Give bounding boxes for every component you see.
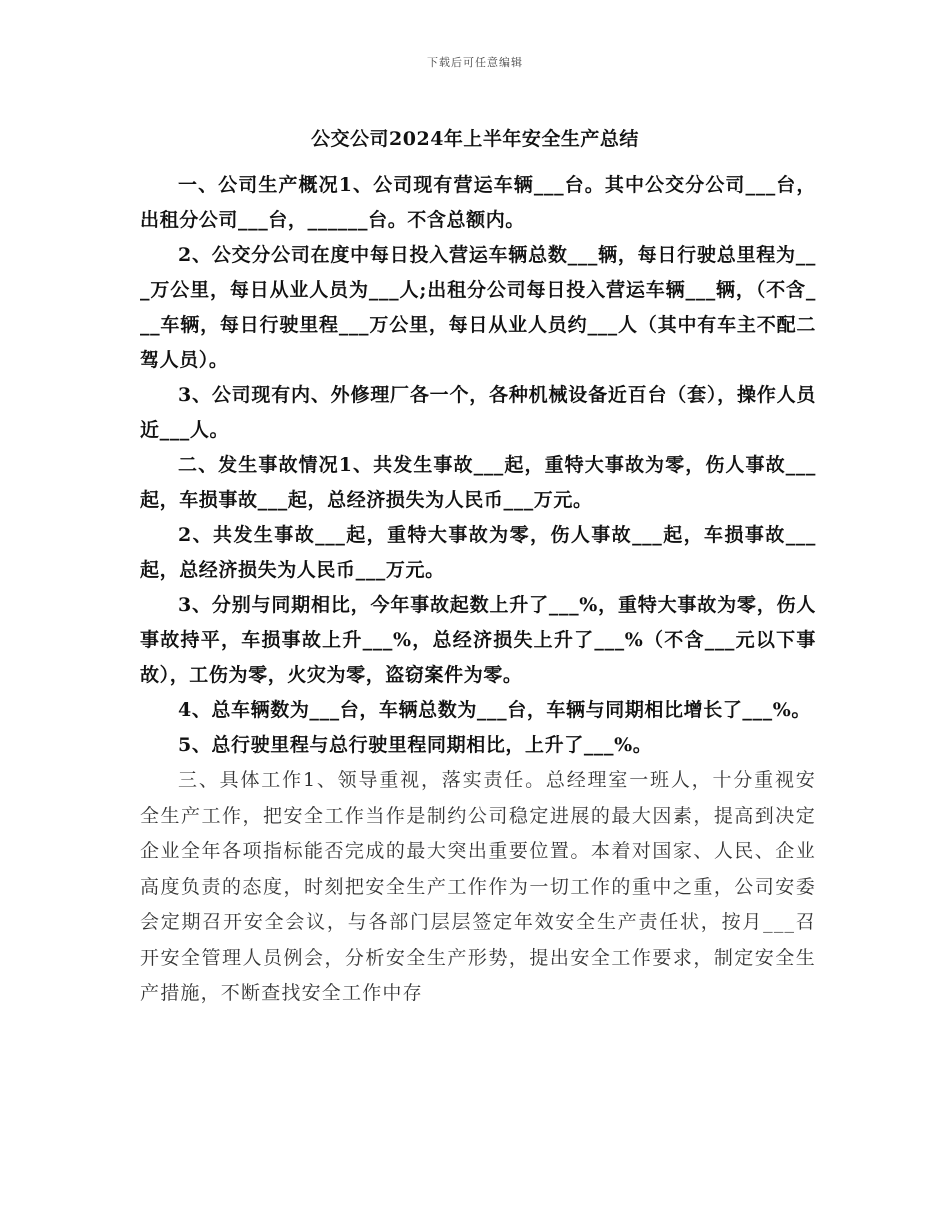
paragraph-accident-overview: 二、发生事故情况1、共发生事故___起，重特大事故为零，伤人事故___起，车损事故___起，总经济损失为人民币___万元。 [140, 454, 816, 511]
document-body [140, 168, 816, 1012]
paragraph-repair-shops: 3、公司现有内、外修理厂各一个，各种机械设备近百台（套），操作人员近___人。 [140, 384, 816, 441]
paragraph-vehicle-total: 4、总车辆数为___台，车辆总数为___台，车辆与同期相比增长了___%。 [178, 699, 811, 721]
paragraph-specific-work: 三、具体工作1、领导重视，落实责任。总经理室一班人，十分重视安全生产工作，把安全工作当作是制约公司稳定进展的最大因素，提高到决定企业全年各项指标能否完成的最大突出重要位置。本着对国家、人民、企业高度负责的态度，时刻把安全生产工作作为一切工作的重中之重，公司安委会定期召开安全会议，与各部门层层签定年效安全生产责任状，按月___召开安全管理人员例会，分析安全生产形势，提出安全工作要求，制定安全生产措施，不断查找安全工作中存 [140, 769, 816, 1004]
document-title: 公交公司2024年上半年安全生产总结 [311, 128, 639, 150]
paragraph-production-overview: 一、公司生产概况1、公司现有营运车辆___台。其中公交分公司___台，出租分公司___台，______台。不含总额内。 [140, 174, 816, 231]
paragraph-bus-branch-operations: 2、公交分公司在度中每日投入营运车辆总数___辆，每日行驶总里程为___万公里，每日从业人员为___人;出租分公司每日投入营运车辆___辆，（不含___车辆，每日行驶里程___万公里，每日从业人员约___人（其中有车主不配二驾人员）。 [140, 244, 816, 371]
paragraph-accident-comparison: 3、分别与同期相比，今年事故起数上升了___%，重特大事故为零，伤人事故持平，车损事故上升___%，总经济损失上升了___%（不含___元以下事故），工伤为零，火灾为零，盗窃案件为零。 [140, 594, 816, 686]
paragraph-accident-count: 2、共发生事故___起，重特大事故为零，伤人事故___起，车损事故___起，总经济损失为人民币___万元。 [140, 524, 816, 581]
paragraph-mileage-comparison: 5、总行驶里程与总行驶里程同期相比，上升了___%。 [178, 734, 653, 756]
header-note: 下载后可任意编辑 [427, 56, 523, 69]
